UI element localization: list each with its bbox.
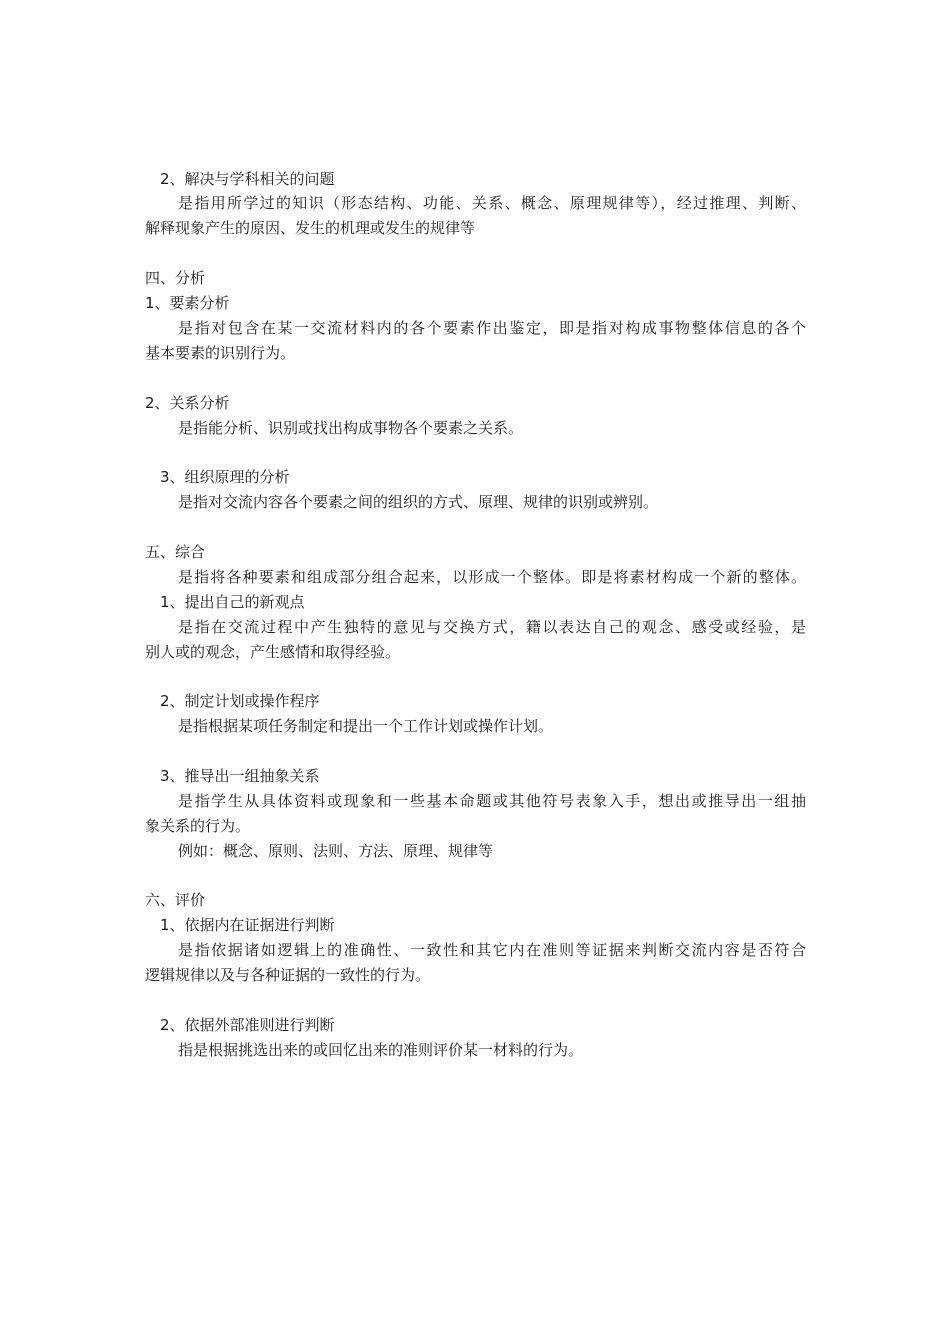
- section-heading: 3、组织原理的分析: [160, 468, 290, 486]
- paragraph-line: 解释现象产生的原因、发生的机理或发生的规律等: [145, 219, 476, 237]
- chapter-heading: 五、综合: [145, 543, 206, 561]
- section-heading: 1、要素分析: [145, 294, 230, 312]
- section-heading: 3、推导出一组抽象关系: [160, 767, 320, 785]
- section-heading: 2、制定计划或操作程序: [160, 692, 320, 710]
- chapter-heading: 四、分析: [145, 269, 206, 287]
- paragraph-line: 是指根据某项任务制定和提出一个工作计划或操作计划。: [178, 717, 554, 735]
- paragraph-line: 逻辑规律以及与各种证据的一致性的行为。: [145, 966, 431, 984]
- paragraph-line: 是指依据诸如逻辑上的准确性、一致性和其它内在准则等证据来判断交流内容是否符合: [178, 941, 806, 959]
- section-heading: 1、提出自己的新观点: [160, 593, 305, 611]
- paragraph-line: 是指用所学过的知识（形态结构、功能、关系、概念、原理规律等），经过推理、判断、: [178, 194, 806, 212]
- paragraph-line: 别人或的观念，产生感情和取得经验。: [145, 643, 401, 661]
- section-heading: 2、解决与学科相关的问题: [160, 170, 335, 188]
- paragraph-line: 是指学生从具体资料或现象和一些基本命题或其他符号表象入手，想出或推导出一组抽: [178, 792, 806, 810]
- section-heading: 1、依据内在证据进行判断: [160, 916, 335, 934]
- paragraph-line: 指是根据挑选出来的或回忆出来的准则评价某一材料的行为。: [178, 1041, 584, 1059]
- paragraph-line: 是指将各种要素和组成部分组合起来，以形成一个整体。即是将素材构成一个新的整体。: [178, 568, 806, 586]
- section-heading: 2、关系分析: [145, 394, 230, 412]
- paragraph-line: 象关系的行为。: [145, 817, 251, 835]
- paragraph-line: 是指对交流内容各个要素之间的组织的方式、原理、规律的识别或辨别。: [178, 493, 659, 511]
- paragraph-line: 是指对包含在某一交流材料内的各个要素作出鉴定，即是指对构成事物整体信息的各个: [178, 319, 806, 337]
- example-line: 例如：概念、原则、法则、方法、原理、规律等: [178, 842, 494, 860]
- section-heading: 2、依据外部准则进行判断: [160, 1016, 335, 1034]
- chapter-heading: 六、评价: [145, 891, 206, 909]
- paragraph-line: 是指在交流过程中产生独特的意见与交换方式，籍以表达自己的观念、感受或经验，是: [178, 618, 806, 636]
- paragraph-line: 是指能分析、识别或找出构成事物各个要素之关系。: [178, 419, 524, 437]
- paragraph-line: 基本要素的识别行为。: [145, 344, 296, 362]
